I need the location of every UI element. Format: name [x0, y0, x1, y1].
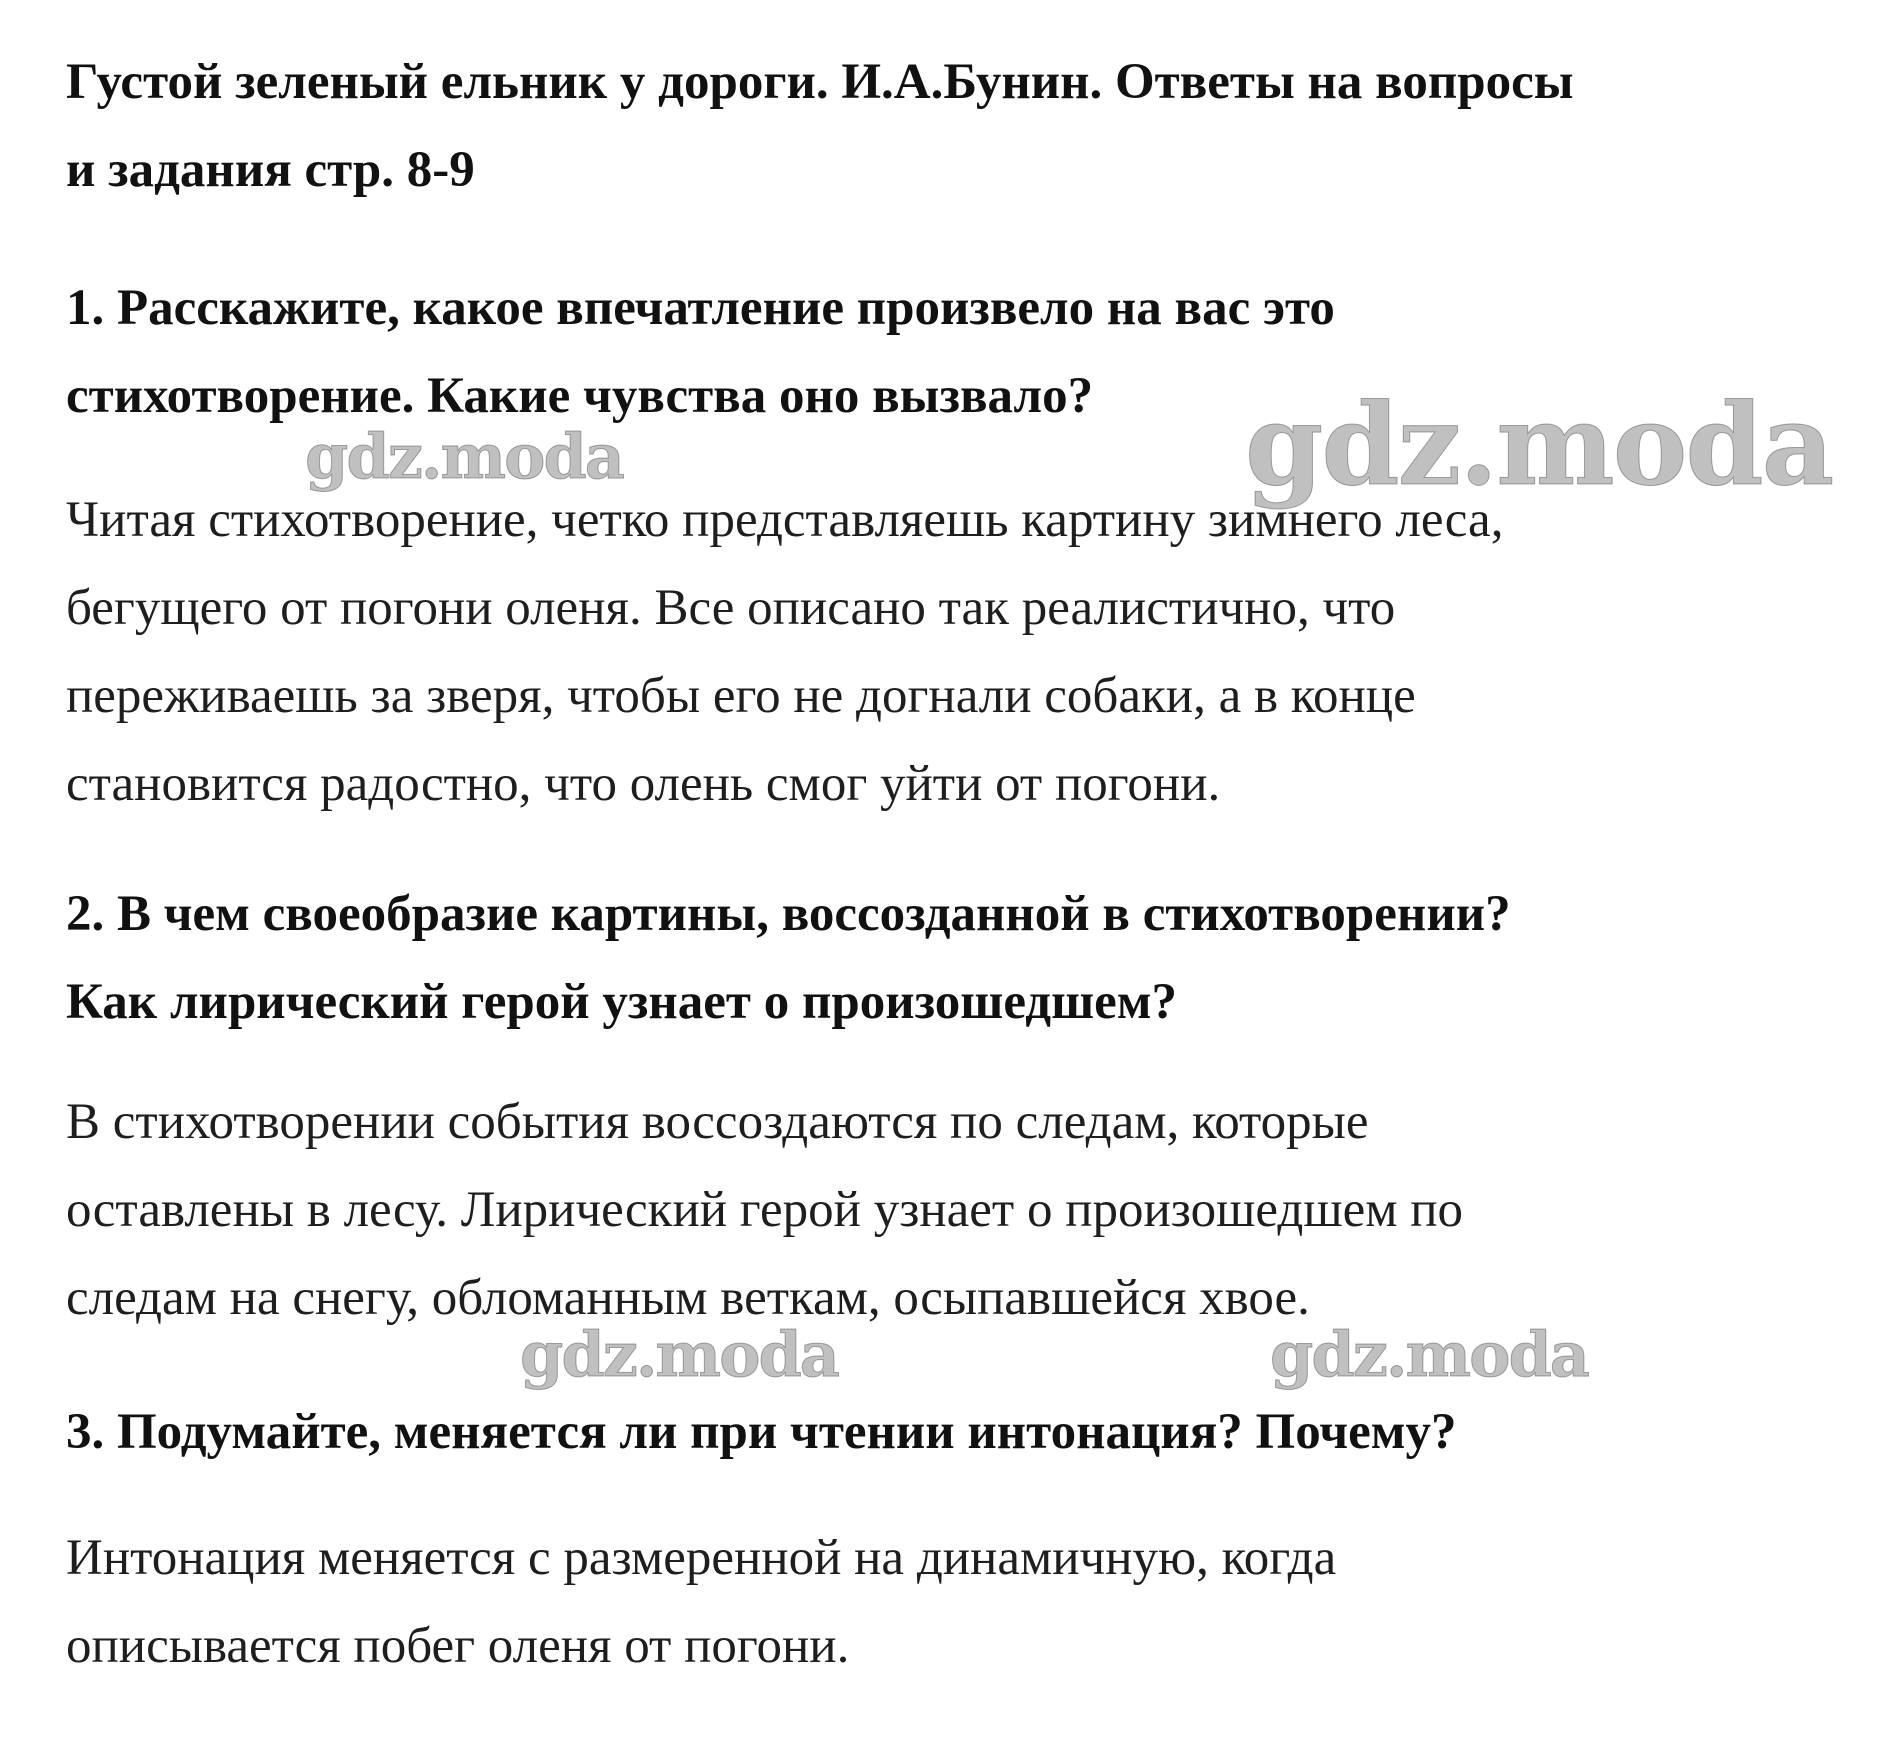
answer-2: В стихотворении события воссоздаются по следам, которые оставлены в лесу. Лирический герой узнает о произошедшем по следам на снегу, обломанным веткам, осыпавшейся хвое. — [66, 1094, 1464, 1326]
watermark: gdz.moda — [520, 1318, 838, 1391]
answer-1: Читая стихотворение, четко представляешь картину зимнего леса, бегущего от погони оленя. Все описано так реалистично, что переживаешь за зверя, чтобы его не догнали собаки, а в конце становится радостно, что олень смог уйти от погони. — [66, 492, 1504, 812]
question-3: 3. Подумайте, меняется ли при чтении интонация? Почему? — [66, 1404, 1457, 1460]
question-1: 1. Расскажите, какое впечатление произвело на вас это стихотворение. Какие чувства оно вызвало? — [66, 280, 1335, 424]
answer-3: Интонация меняется с размеренной на динамичную, когда описывается побег оленя от погони. — [66, 1530, 1337, 1674]
watermark: gdz.moda — [1270, 1318, 1588, 1391]
page-title: Густой зеленый ельник у дороги. И.А.Бунин. Ответы на вопросы и задания стр. 8-9 — [66, 54, 1574, 198]
watermark: gdz.moda — [305, 420, 623, 493]
watermark: gdz.moda — [1245, 380, 1833, 511]
question-2: 2. В чем своеобразие картины, воссозданной в стихотворении? Как лирический герой узнает о произошедшем? — [66, 886, 1511, 1030]
